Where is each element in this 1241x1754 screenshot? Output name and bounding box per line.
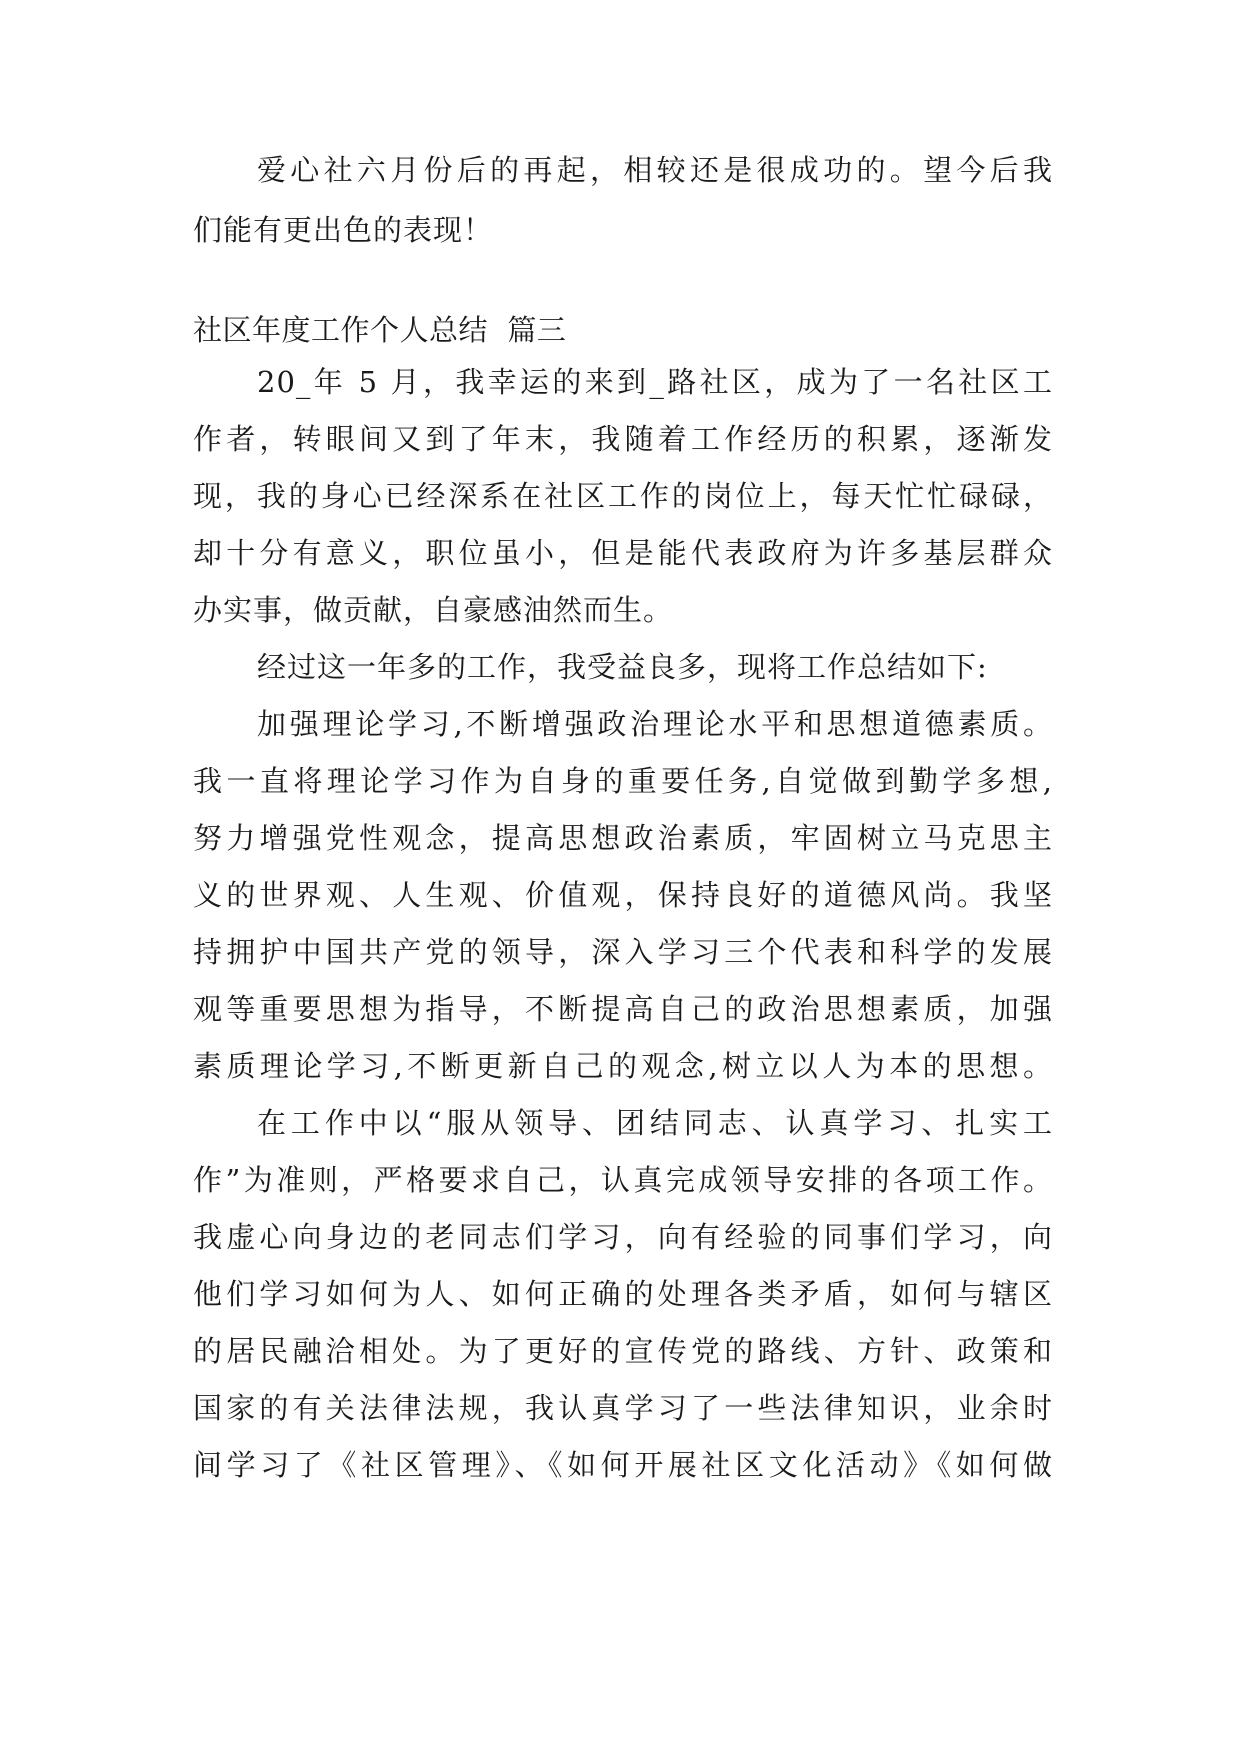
paragraph-3-line-7: 素质理论学习,不断更新自己的观念,树立以人为本的思想。 [193,1049,1053,1083]
paragraph-4-line-5: 的居民融洽相处。为了更好的宣传党的路线、方针、政策和 [193,1334,1053,1368]
paragraph-4-line-1: 在工作中以“服从领导、团结同志、认真学习、扎实工 [257,1106,1053,1140]
paragraph-1-line-2: 作者，转眼间又到了年末，我随着工作经历的积累，逐渐发 [193,422,1053,456]
intro-line-1: 爱心社六月份后的再起，相较还是很成功的。望今后我 [257,153,1053,187]
paragraph-4-line-3: 我虚心向身边的老同志们学习，向有经验的同事们学习，向 [193,1220,1053,1254]
paragraph-1-line-3: 现，我的身心已经深系在社区工作的岗位上，每天忙忙碌碌， [193,479,1053,513]
paragraph-3-line-5: 持拥护中国共产党的领导，深入学习三个代表和科学的发展 [193,935,1053,969]
paragraph-4-line-2: 作”为准则，严格要求自己，认真完成领导安排的各项工作。 [193,1163,1053,1197]
paragraph-1-line-1: 20_年 5 月，我幸运的来到_路社区，成为了一名社区工 [257,365,1053,399]
paragraph-3-line-2: 我一直将理论学习作为自身的重要任务,自觉做到勤学多想, [193,764,1053,798]
paragraph-3-line-3: 努力增强党性观念，提高思想政治素质，牢固树立马克思主 [193,821,1053,855]
paragraph-3-line-6: 观等重要思想为指导，不断提高自己的政治思想素质，加强 [193,992,1053,1026]
paragraph-2-line-1: 经过这一年多的工作，我受益良多，现将工作总结如下: [257,650,988,684]
paragraph-4-line-7: 间学习了《社区管理》、《如何开展社区文化活动》《如何做 [193,1448,1053,1482]
paragraph-3-line-1: 加强理论学习,不断增强政治理论水平和思想道德素质。 [257,707,1053,741]
paragraph-4-line-4: 他们学习如何为人、如何正确的处理各类矛盾，如何与辖区 [193,1277,1053,1311]
paragraph-1-line-5: 办实事，做贡献，自豪感油然而生。 [193,593,674,627]
section-heading: 社区年度工作个人总结 篇三 [193,313,567,347]
paragraph-1-line-4: 却十分有意义，职位虽小，但是能代表政府为许多基层群众 [193,536,1053,570]
paragraph-4-line-6: 国家的有关法律法规，我认真学习了一些法律知识，业余时 [193,1391,1053,1425]
intro-line-2: 们能有更出色的表现！ [193,213,494,247]
paragraph-3-line-4: 义的世界观、人生观、价值观，保持良好的道德风尚。我坚 [193,878,1053,912]
